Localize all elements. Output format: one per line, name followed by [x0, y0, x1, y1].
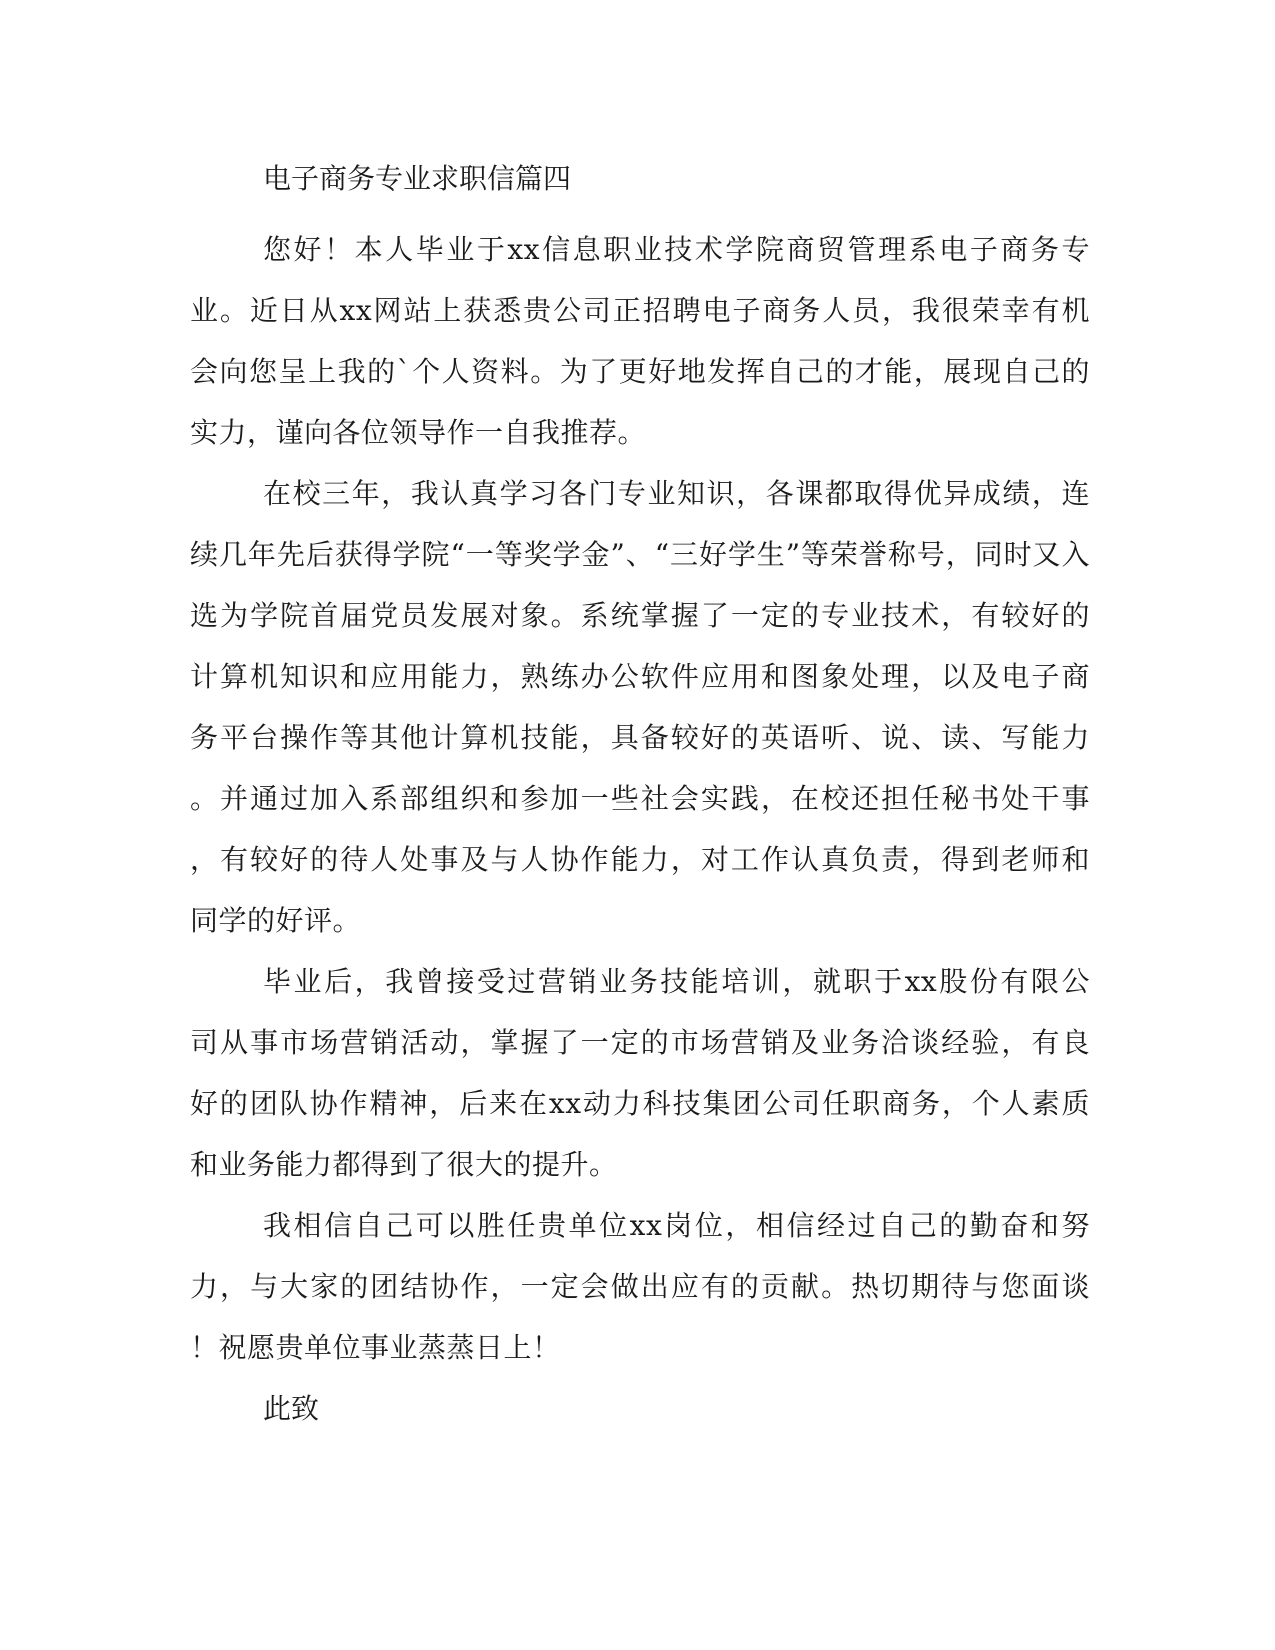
paragraph-line: 司从事市场营销活动，掌握了一定的市场营销及业务洽谈经验，有良: [190, 1026, 1090, 1059]
paragraph-line: 毕业后，我曾接受过营销业务技能培训，就职于xx股份有限公: [263, 965, 1090, 998]
paragraph-line: 续几年先后获得学院“一等奖学金”、“三好学生”等荣誉称号，同时又入: [190, 538, 1090, 571]
paragraph-line: 选为学院首届党员发展对象。系统掌握了一定的专业技术，有较好的: [190, 599, 1090, 632]
paragraph-line: 同学的好评。: [190, 904, 362, 937]
letter-body: [190, 160, 1090, 1439]
paragraph-line: 会向您呈上我的`个人资料。为了更好地发挥自己的才能，展现自己的: [190, 355, 1090, 388]
paragraph-line: 我相信自己可以胜任贵单位xx岗位，相信经过自己的勤奋和努: [263, 1209, 1090, 1242]
paragraph-line: 和业务能力都得到了很大的提升。: [190, 1148, 618, 1181]
paragraph-line: 好的团队协作精神，后来在xx动力科技集团公司任职商务，个人素质: [190, 1087, 1090, 1120]
paragraph-school: [190, 463, 1090, 951]
paragraph-line: 实力，谨向各位领导作一自我推荐。: [190, 416, 647, 449]
page-title: 电子商务专业求职信篇四: [263, 162, 572, 195]
paragraph-line: 您好！本人毕业于xx信息职业技术学院商贸管理系电子商务专: [263, 233, 1090, 266]
paragraph-greeting: [190, 219, 1090, 463]
paragraph-work: [190, 951, 1090, 1195]
closing-salutation: 此致: [263, 1392, 320, 1425]
paragraph-line: 务平台操作等其他计算机技能，具备较好的英语听、说、读、写能力: [190, 721, 1090, 754]
paragraph-line: 在校三年，我认真学习各门专业知识，各课都取得优异成绩，连: [263, 477, 1090, 510]
paragraph-line: 力，与大家的团结协作，一定会做出应有的贡献。热切期待与您面谈: [190, 1270, 1090, 1303]
paragraph-line: 计算机知识和应用能力，熟练办公软件应用和图象处理，以及电子商: [190, 660, 1090, 693]
paragraph-conclusion: [190, 1195, 1090, 1378]
paragraph-line: ！祝愿贵单位事业蒸蒸日上！: [190, 1331, 561, 1364]
paragraph-line: 。并通过加入系部组织和参加一些社会实践，在校还担任秘书处干事: [190, 782, 1090, 815]
paragraph-line: ，有较好的待人处事及与人协作能力，对工作认真负责，得到老师和: [190, 843, 1090, 876]
paragraph-line: 业。近日从xx网站上获悉贵公司正招聘电子商务人员，我很荣幸有机: [190, 294, 1090, 327]
